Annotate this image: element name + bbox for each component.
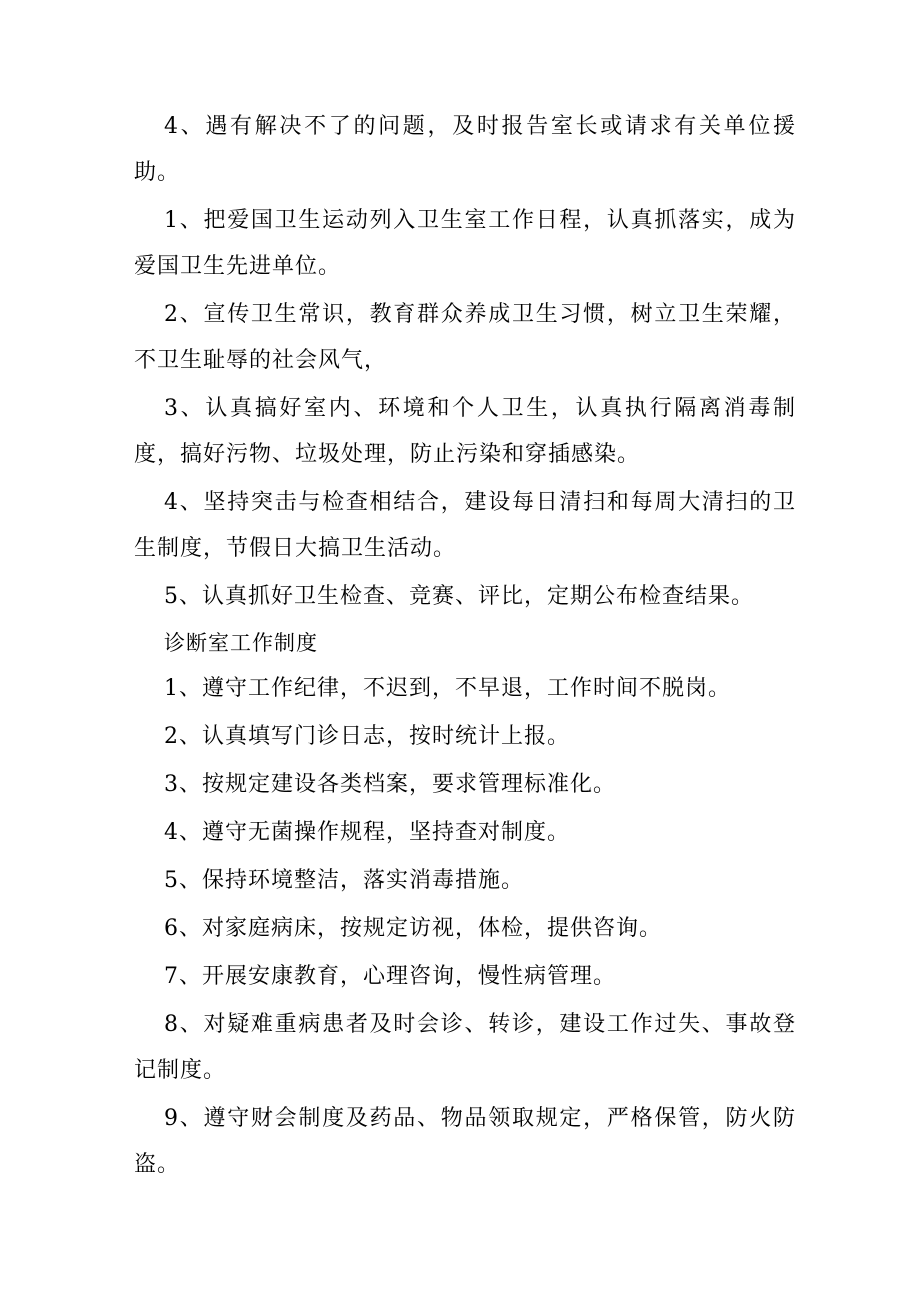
section-title: 诊断室工作制度 — [164, 631, 318, 655]
paragraph: 7、开展安康教育，心理咨询，慢性病管理。 — [164, 964, 616, 989]
paragraph: 4、坚持突击与检查相结合，建设每日清扫和每周大清扫的卫生制度，节假日大搞卫生活动。 — [134, 490, 796, 561]
paragraph: 6、对家庭病床，按规定访视，体检，提供咨询。 — [164, 916, 662, 941]
paragraph: 3、认真搞好室内、环境和个人卫生，认真执行隔离消毒制度，搞好污物、垃圾处理，防止污染和穿插感染。 — [134, 396, 796, 467]
paragraph: 2、宣传卫生常识，教育群众养成卫生习惯，树立卫生荣耀，不卫生耻辱的社会风气， — [134, 302, 796, 373]
paragraph: 4、遇有解决不了的问题，及时报告室长或请求有关单位援助。 — [134, 114, 796, 185]
paragraph: 4、遵守无菌操作规程，坚持查对制度。 — [164, 820, 570, 845]
paragraph: 3、按规定建设各类档案，要求管理标准化。 — [164, 772, 616, 797]
paragraph: 9、遵守财会制度及药品、物品领取规定，严格保管，防火防盗。 — [134, 1106, 796, 1177]
paragraph: 1、把爱国卫生运动列入卫生室工作日程，认真抓落实，成为爱国卫生先进单位。 — [134, 208, 796, 279]
paragraph: 8、对疑难重病患者及时会诊、转诊，建设工作过失、事故登记制度。 — [134, 1012, 796, 1083]
paragraph: 5、认真抓好卫生检查、竞赛、评比，定期公布检查结果。 — [164, 584, 754, 609]
paragraph: 5、保持环境整洁，落实消毒措施。 — [164, 868, 524, 893]
paragraph: 2、认真填写门诊日志，按时统计上报。 — [164, 724, 570, 749]
top-margin — [0, 0, 920, 104]
paragraph: 1、遵守工作纪律，不迟到，不早退，工作时间不脱岗。 — [164, 676, 731, 701]
